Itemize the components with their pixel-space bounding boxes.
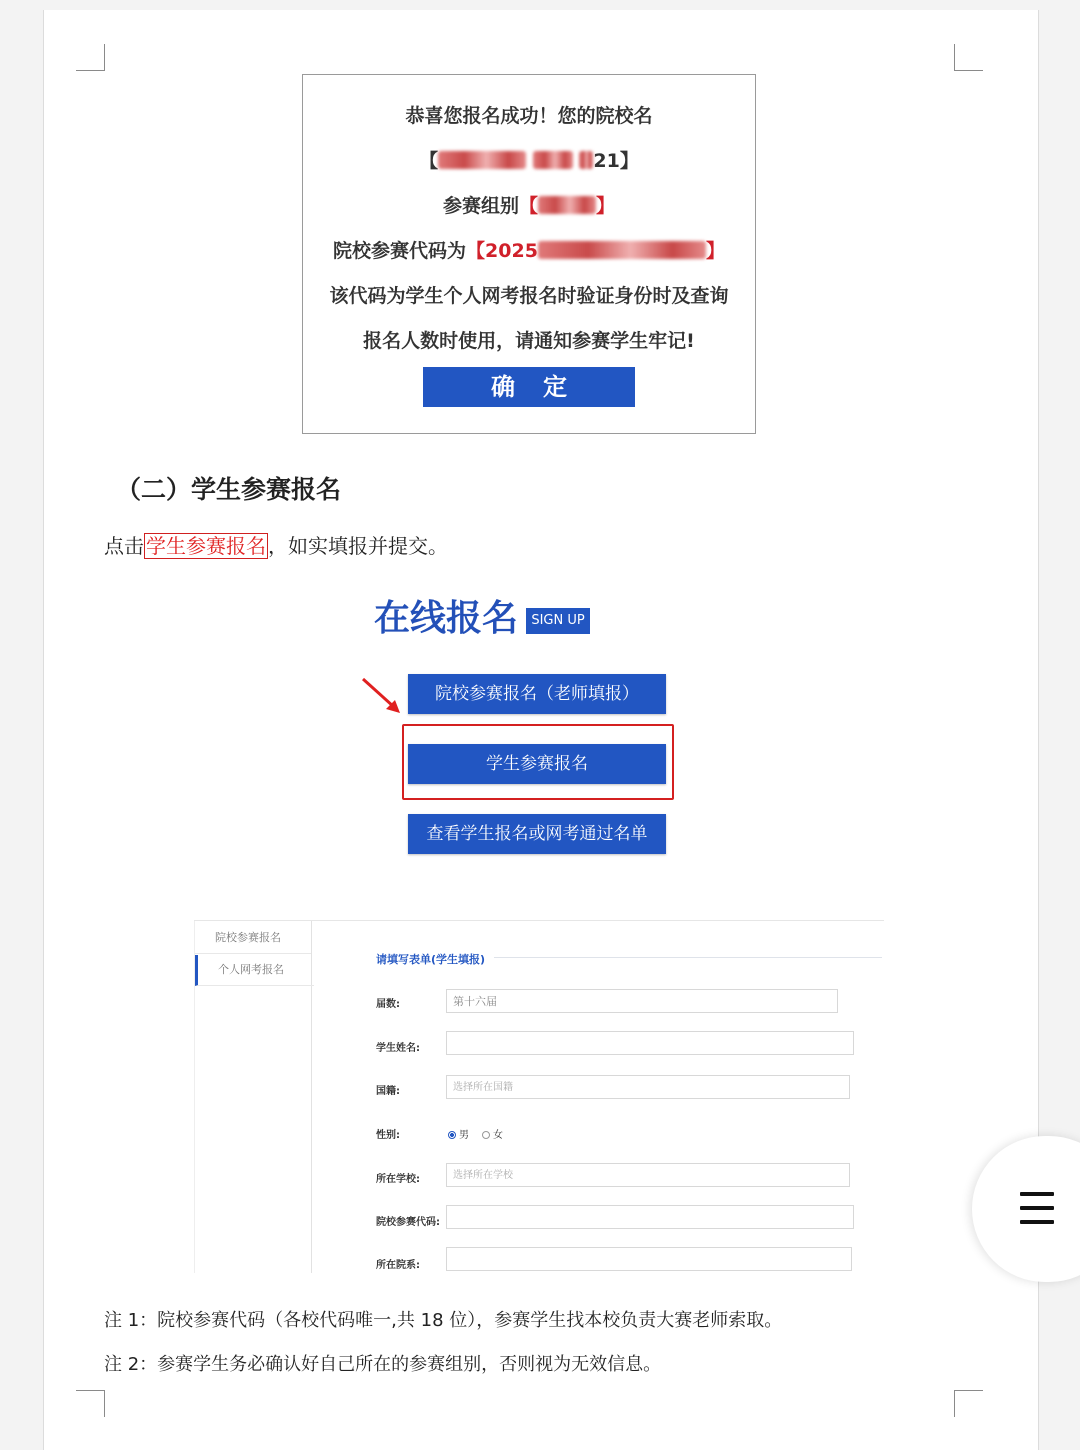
instruction-suffix: ，如实填报并提交。 — [268, 534, 448, 558]
code-close: 】 — [705, 240, 725, 262]
note-2: 注 2：参赛学生务必确认好自己所在的参赛组别，否则视为无效信息。 — [104, 1354, 662, 1375]
code-label: 院校参赛代码为 — [333, 240, 467, 262]
department-field[interactable] — [446, 1247, 852, 1271]
student-signup-link[interactable]: 学生参赛报名 — [146, 534, 266, 558]
dialog-line-remember: 报名人数时使用，请通知参赛学生牢记! — [363, 330, 695, 352]
radio-female[interactable] — [482, 1131, 490, 1139]
group-open: 【 — [518, 195, 538, 217]
instruction-prefix: 点击 — [104, 534, 144, 558]
note-1: 注 1：院校参赛代码（各校代码唯一,共 18 位），参赛学生找本校负责大赛老师索取。 — [104, 1310, 783, 1331]
redacted-school-name-part — [579, 151, 593, 169]
instruction-paragraph — [104, 530, 448, 559]
confirm-button[interactable]: 确定 — [423, 367, 635, 407]
label-school-code: 院校参赛代码: — [376, 1217, 440, 1228]
menu-bar — [1020, 1206, 1054, 1210]
school-name-open: 【 — [419, 150, 439, 172]
radio-male[interactable] — [448, 1131, 456, 1139]
form-title-rule — [494, 957, 882, 958]
gender-option-male[interactable] — [448, 1126, 469, 1141]
gender-female-label: 女 — [493, 1130, 503, 1141]
redacted-school-name-part — [533, 151, 573, 169]
school-name-close: 21】 — [593, 150, 639, 172]
registration-success-dialog — [302, 74, 756, 434]
sidebar-item-school-signup[interactable]: 院校参赛报名 — [195, 923, 311, 954]
group-close: 】 — [596, 195, 616, 217]
crop-mark-bottom-left — [76, 1390, 105, 1417]
document-page — [43, 10, 1039, 1450]
label-session: 届数: — [376, 999, 400, 1010]
gender-male-label: 男 — [459, 1130, 469, 1141]
school-code-field[interactable] — [446, 1205, 854, 1229]
redacted-school-name — [438, 151, 526, 169]
dialog-line-usage: 该代码为学生个人网考报名时验证身份时及查询 — [329, 285, 729, 307]
view-list-button[interactable]: 查看学生报名或网考通过名单 — [408, 814, 666, 854]
dialog-line-code — [303, 236, 755, 263]
label-gender: 性别: — [376, 1130, 400, 1141]
student-name-field[interactable] — [446, 1031, 854, 1055]
group-label: 参赛组别 — [442, 195, 519, 217]
dialog-line-congrats: 恭喜您报名成功！您的院校名 — [405, 105, 653, 127]
online-signup-title: 在线报名 — [374, 598, 519, 639]
crop-mark-top-right — [954, 44, 983, 71]
label-nationality: 国籍: — [376, 1086, 400, 1097]
redacted-school-code — [538, 241, 706, 259]
nationality-select[interactable]: 选择所在国籍 — [446, 1075, 850, 1099]
form-title: 请填写表单(学生填报) — [376, 953, 486, 966]
crop-mark-bottom-right — [954, 1390, 983, 1417]
red-arrow-icon — [360, 676, 404, 716]
sidebar-item-personal-exam[interactable]: 个人网考报名 — [195, 955, 314, 986]
form-sidebar — [194, 921, 312, 1273]
school-select[interactable]: 选择所在学校 — [446, 1163, 850, 1187]
gender-option-female[interactable] — [482, 1126, 503, 1141]
label-student-name: 学生姓名: — [376, 1043, 420, 1054]
session-field[interactable]: 第十六届 — [446, 989, 838, 1013]
signup-tag: SIGN UP — [526, 608, 590, 634]
label-school: 所在学校: — [376, 1174, 420, 1185]
dialog-line-group — [303, 191, 755, 218]
dialog-line-school-name — [303, 146, 755, 173]
section-heading: （二）学生参赛报名 — [116, 475, 342, 504]
crop-mark-top-left — [76, 44, 105, 71]
menu-bar — [1020, 1192, 1054, 1196]
menu-bar — [1020, 1220, 1054, 1224]
school-signup-button[interactable]: 院校参赛报名（老师填报） — [408, 674, 666, 714]
student-form-screenshot — [194, 920, 884, 1281]
code-open: 【2025 — [466, 240, 538, 262]
redacted-group — [538, 196, 596, 214]
student-signup-button[interactable]: 学生参赛报名 — [408, 744, 666, 784]
label-department: 所在院系: — [376, 1260, 420, 1271]
